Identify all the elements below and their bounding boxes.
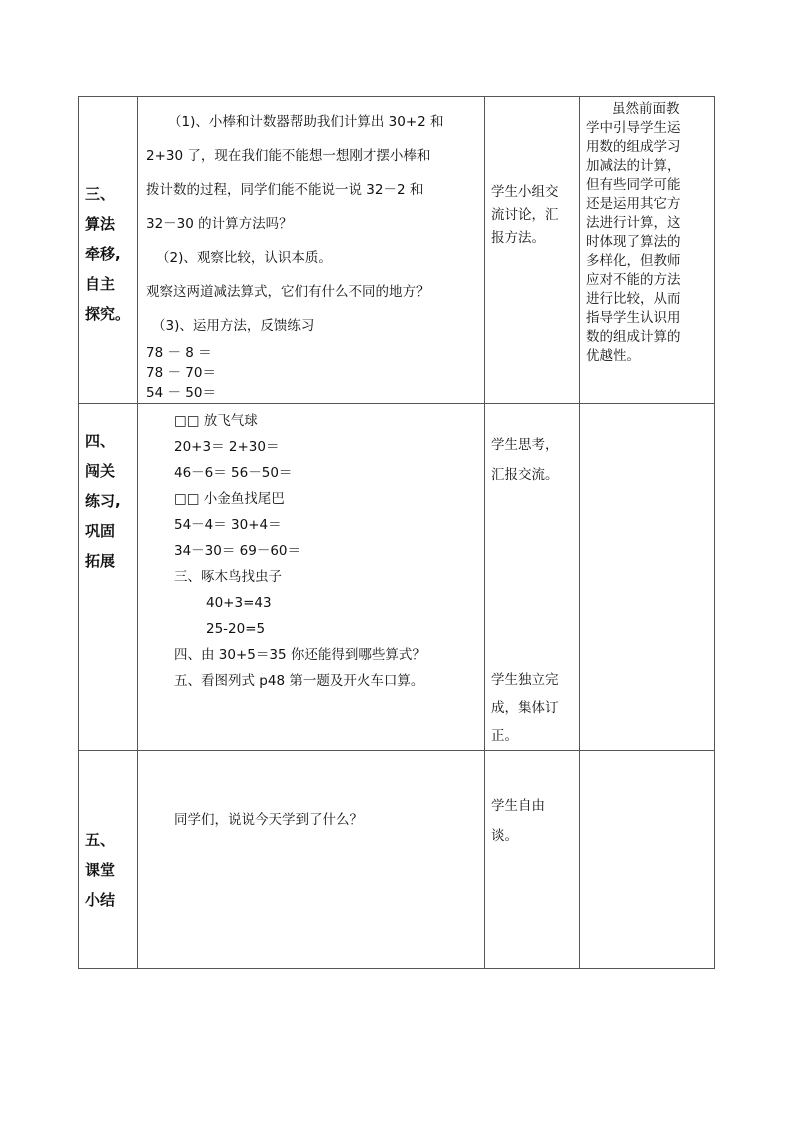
student-activity-line: 学生思考， bbox=[491, 437, 559, 453]
student-activity-line: 流讨论，汇 bbox=[491, 207, 559, 223]
lesson-plan-table bbox=[78, 96, 715, 969]
note-line: 但有些同学可能 bbox=[586, 177, 681, 193]
section-label-line: 四、 bbox=[85, 432, 116, 450]
note-line: 指导学生认识用 bbox=[586, 310, 681, 326]
content-line: 五、看图列式 p48 第一题及开火车口算。 bbox=[174, 673, 425, 689]
content-line: 46－6＝ 56－50＝ bbox=[174, 465, 293, 481]
note-line: 用数的组成学习 bbox=[586, 139, 681, 155]
note-line: 应对不能的方法 bbox=[586, 272, 681, 288]
section-label-line: 三、 bbox=[85, 185, 116, 203]
design-note-cell bbox=[580, 404, 715, 751]
design-note-cell bbox=[580, 751, 715, 969]
student-activity-line: 学生独立完 bbox=[491, 672, 559, 688]
student-activity-line: 正。 bbox=[491, 728, 518, 744]
student-activity-line: 报方法。 bbox=[491, 230, 545, 246]
content-line: 四、由 30+5＝35 你还能得到哪些算式？ bbox=[174, 647, 426, 663]
section-cell bbox=[79, 404, 138, 751]
student-activity-line: 谈。 bbox=[491, 828, 518, 844]
section-label-line: 探究。 bbox=[85, 305, 131, 323]
content-line: 54 － 50＝ bbox=[146, 385, 216, 401]
table-row bbox=[79, 404, 715, 751]
content-line: 40+3=43 bbox=[206, 595, 272, 611]
content-line: 32－30 的计算方法吗？ bbox=[146, 216, 293, 232]
note-line: 多样化，但教师 bbox=[586, 253, 681, 269]
note-line: 虽然前面教 bbox=[612, 101, 680, 117]
note-line: 优越性。 bbox=[586, 348, 640, 364]
section-label-line: 五、 bbox=[85, 831, 116, 849]
note-line: 进行比较，从而 bbox=[586, 291, 681, 307]
student-activity-cell bbox=[485, 97, 580, 404]
section-label-line: 算法 bbox=[85, 215, 116, 233]
table-row bbox=[79, 97, 715, 404]
section-cell bbox=[79, 97, 138, 404]
student-activity-line: 学生自由 bbox=[491, 798, 545, 814]
content-line: 20+3＝ 2+30＝ bbox=[174, 439, 280, 455]
content-line: 观察这两道减法算式，它们有什么不同的地方？ bbox=[146, 284, 430, 300]
section-label-line: 自主 bbox=[85, 275, 116, 293]
section-cell bbox=[79, 751, 138, 969]
content-line: 拨计数的过程，同学们能不能说一说 32－2 和 bbox=[146, 182, 424, 198]
content-line: （1)、小棒和计数器帮助我们计算出 30+2 和 bbox=[168, 114, 444, 130]
student-activity-line: 汇报交流。 bbox=[491, 467, 559, 483]
content-cell bbox=[138, 97, 485, 404]
content-line: 78 － 70＝ bbox=[146, 365, 216, 381]
content-line: □□ 小金鱼找尾巴 bbox=[174, 491, 285, 507]
section-label-line: 巩固 bbox=[85, 522, 116, 540]
content-line: 25-20=5 bbox=[206, 621, 266, 637]
note-line: 加减法的计算， bbox=[586, 158, 681, 174]
note-line: 时体现了算法的 bbox=[586, 234, 681, 250]
content-line: 2+30 了，现在我们能不能想一想刚才摆小棒和 bbox=[146, 148, 431, 164]
content-cell bbox=[138, 751, 485, 969]
section-label-line: 拓展 bbox=[85, 552, 116, 570]
student-activity-cell bbox=[485, 404, 580, 751]
section-label-line: 闯关 bbox=[85, 462, 116, 480]
note-line: 还是运用其它方 bbox=[586, 196, 681, 212]
note-line: 数的组成计算的 bbox=[586, 329, 681, 345]
table-row bbox=[79, 751, 715, 969]
section-label-line: 牵移, bbox=[85, 245, 121, 263]
content-line: □□ 放飞气球 bbox=[174, 413, 258, 429]
content-line: 78 － 8 ＝ bbox=[146, 345, 212, 361]
section-label-line: 练习, bbox=[85, 492, 121, 510]
note-line: 法进行计算，这 bbox=[586, 215, 681, 231]
content-line: 同学们，说说今天学到了什么？ bbox=[174, 812, 363, 828]
student-activity-line: 学生小组交 bbox=[491, 184, 559, 200]
content-line: 34－30＝ 69－60＝ bbox=[174, 543, 302, 559]
student-activity-cell bbox=[485, 751, 580, 969]
design-note-cell bbox=[580, 97, 715, 404]
content-line: 三、啄木鸟找虫子 bbox=[174, 569, 282, 585]
section-label-line: 小结 bbox=[85, 891, 116, 909]
content-line: （3)、运用方法，反馈练习 bbox=[152, 318, 315, 334]
note-line: 学中引导学生运 bbox=[586, 120, 681, 136]
section-label-line: 课堂 bbox=[85, 861, 116, 879]
content-cell bbox=[138, 404, 485, 751]
content-line: 54－4＝ 30+4＝ bbox=[174, 517, 282, 533]
content-line: （2)、观察比较，认识本质。 bbox=[156, 250, 332, 266]
student-activity-line: 成，集体订 bbox=[491, 700, 559, 716]
